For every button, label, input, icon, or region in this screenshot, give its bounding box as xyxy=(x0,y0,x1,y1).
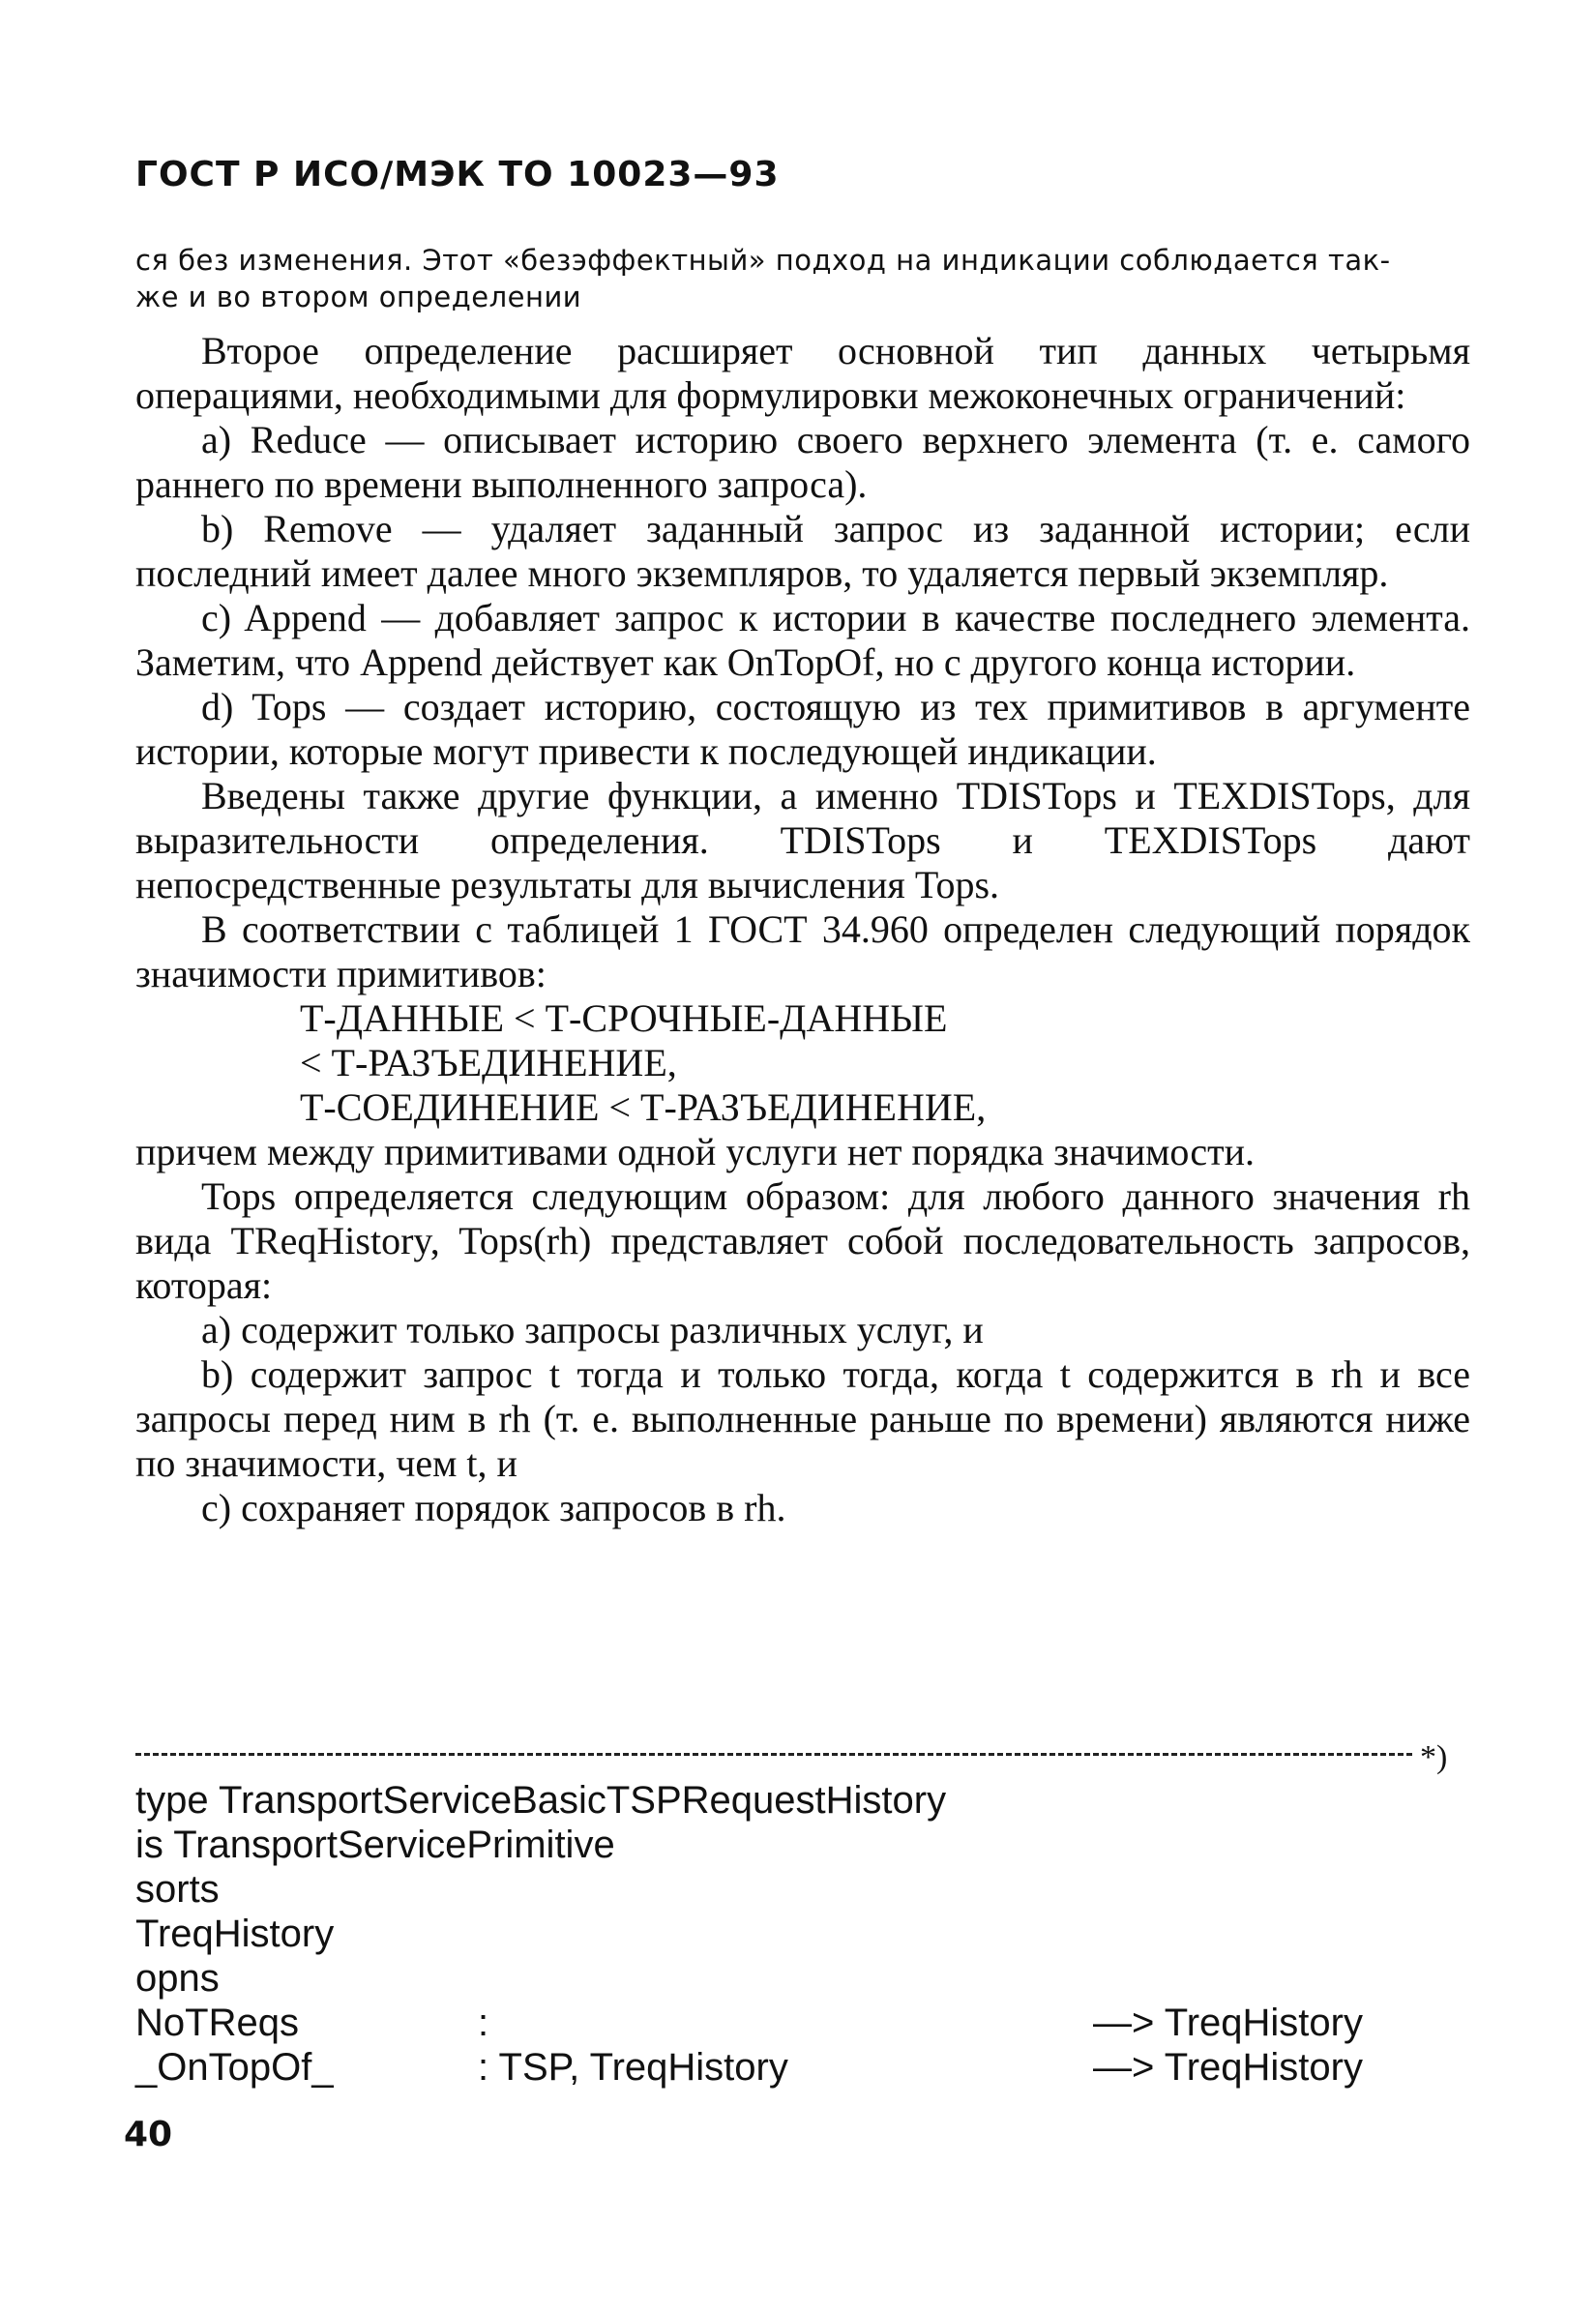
code-line: type TransportServiceBasicTSPRequestHistory xyxy=(135,1779,947,1822)
dashed-divider xyxy=(135,1753,1412,1756)
code-line: TreqHistory xyxy=(135,1913,335,1955)
body-text xyxy=(135,329,1470,1530)
footnote-marker: *) xyxy=(1420,1739,1448,1775)
list-item-a: a) Reduce — описывает историю своего верхнего элемента (т. е. самого раннего по времени выполненного запроса). xyxy=(135,418,1470,506)
page-header: ГОСТ Р ИСО/МЭК ТО 10023—93 xyxy=(135,155,780,194)
ordering-line: Т-ДАННЫЕ < Т-СРОЧНЫЕ-ДАННЫЕ xyxy=(300,996,948,1040)
code-line: is TransportServicePrimitive xyxy=(135,1824,615,1866)
list-item-a: a) содержит только запросы различных услуг, и xyxy=(201,1308,984,1351)
list-item-b: b) содержит запрос t тогда и только тогда, когда t содержится в rh и все запросы перед ним в rh (т. е. выполненные раньше по времени) являются ниже по значимости, чем t, и xyxy=(135,1352,1470,1485)
code-line: opns xyxy=(135,1957,220,2000)
operation-result: —> TreqHistory xyxy=(1093,2046,1363,2089)
page-number: 40 xyxy=(124,2115,173,2154)
operation-name: _OnTopOf_ xyxy=(135,2046,334,2089)
paragraph: Tops определяется следующим образом: для любого данного значения rh вида TReqHistory, Tops(rh) представляет собой последовательность запросов, которая: xyxy=(135,1174,1470,1307)
list-item-b: b) Remove — удаляет заданный запрос из заданной истории; если последний имеет далее много экземпляров, то удаляется первый экземпляр. xyxy=(135,507,1470,595)
operation-signature xyxy=(135,2001,1470,2045)
code-block xyxy=(135,1778,1470,2090)
intro-text xyxy=(135,242,1470,315)
code-line: sorts xyxy=(135,1868,220,1911)
paragraph: Второе определение расширяет основной тип данных четырьмя операциями, необходимыми для формулировки межоконечных ограничений: xyxy=(135,329,1470,417)
operation-result: —> TreqHistory xyxy=(1093,2002,1363,2044)
paragraph: причем между примитивами одной услуги нет порядка значимости. xyxy=(135,1130,1256,1173)
operation-args: : xyxy=(478,2002,489,2044)
list-item-c: c) сохраняет порядок запросов в rh. xyxy=(201,1486,786,1529)
ordering-line: Т-СОЕДИНЕНИЕ < Т-РАЗЪЕДИНЕНИЕ, xyxy=(300,1085,987,1129)
list-item-d: d) Tops — создает историю, состоящую из тех примитивов в аргументе истории, которые могут привести к последующей индикации. xyxy=(135,685,1470,773)
intro-line: же и во втором определении xyxy=(135,281,582,313)
operation-name: NoTReqs xyxy=(135,2002,299,2044)
operation-signature xyxy=(135,2045,1470,2090)
operation-args: : TSP, TreqHistory xyxy=(478,2046,788,2089)
ordering-line: < Т-РАЗЪЕДИНЕНИЕ, xyxy=(300,1041,677,1084)
intro-line: ся без изменения. Этот «безэффектный» подход на индикации соблюдается так- xyxy=(135,244,1391,277)
list-item-c: c) Append — добавляет запрос к истории в качестве последнего элемента. Заметим, что Append действует как OnTopOf, но с другого конца истории. xyxy=(135,596,1470,684)
paragraph: Введены также другие функции, а именно TDISTops и TEXDISTops, для выразительности определения. TDISTops и TEXDISTops дают непосредственные результаты для вычисления Tops. xyxy=(135,774,1470,906)
paragraph: В соответствии с таблицей 1 ГОСТ 34.960 определен следующий порядок значимости примитивов: xyxy=(135,907,1470,995)
ordering-block xyxy=(135,996,1470,1130)
